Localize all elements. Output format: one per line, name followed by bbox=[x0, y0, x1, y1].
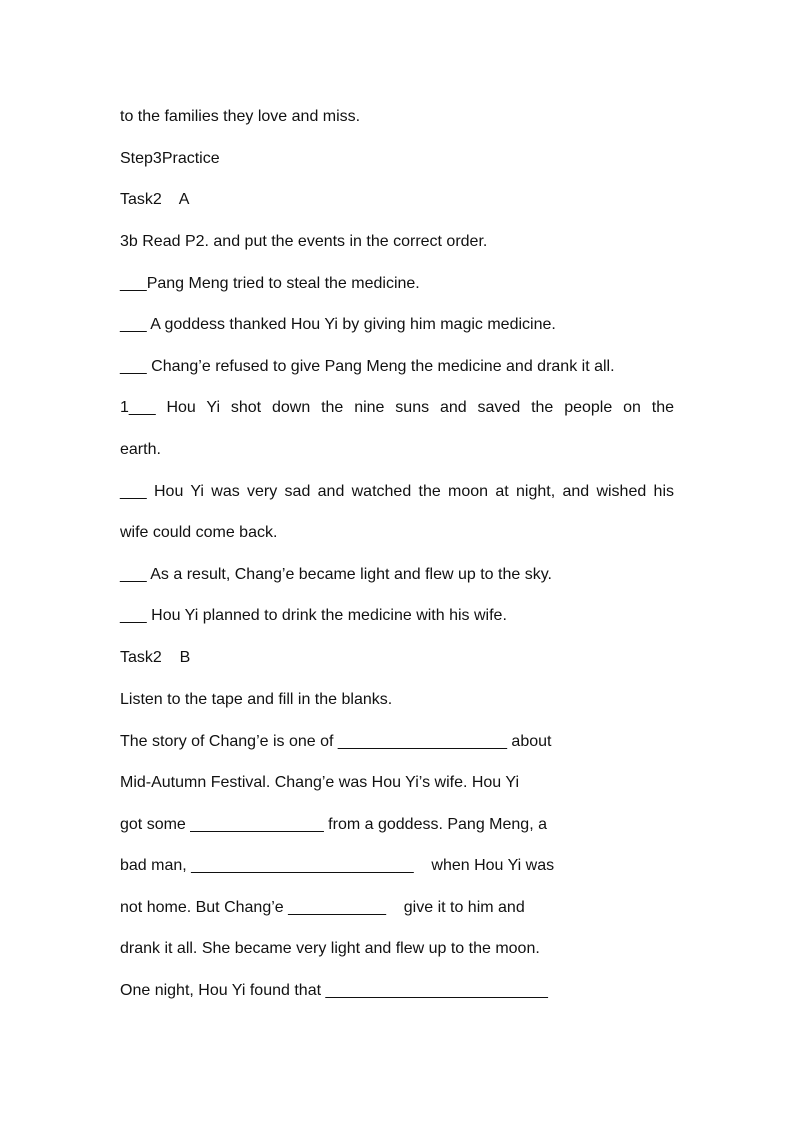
event-item-6: ___ As a result, Chang’e became light and flew up to the sky. bbox=[120, 566, 552, 583]
instruction-listen: Listen to the tape and fill in the blanks. bbox=[120, 691, 393, 708]
event-item-2: ___ A goddess thanked Hou Yi by giving him magic medicine. bbox=[120, 316, 556, 333]
heading-step3-practice: Step3Practice bbox=[120, 150, 220, 167]
event-item-5: ___ Hou Yi was very sad and watched the moon at night, and wished his bbox=[120, 483, 674, 500]
fill-blank-line-1: The story of Chang’e is one of ___________________ about bbox=[120, 733, 552, 750]
event-item-1: ___Pang Meng tried to steal the medicine. bbox=[120, 275, 420, 292]
fill-blank-line-7: One night, Hou Yi found that _________________________ bbox=[120, 982, 548, 999]
instruction-3b: 3b Read P2. and put the events in the correct order. bbox=[120, 233, 488, 250]
fill-blank-line-5: not home. But Chang’e ___________ give it to him and bbox=[120, 899, 525, 916]
event-item-7: ___ Hou Yi planned to drink the medicine with his wife. bbox=[120, 607, 507, 624]
event-item-5-continued: wife could come back. bbox=[120, 524, 278, 541]
event-item-4-continued: earth. bbox=[120, 441, 161, 458]
event-item-4: 1___ Hou Yi shot down the nine suns and saved the people on the bbox=[120, 399, 674, 416]
event-item-3: ___ Chang’e refused to give Pang Meng the medicine and drank it all. bbox=[120, 358, 615, 375]
fill-blank-line-3: got some _______________ from a goddess. Pang Meng, a bbox=[120, 816, 547, 833]
fill-blank-line-4: bad man, _________________________ when Hou Yi was bbox=[120, 857, 555, 874]
fill-blank-line-2: Mid-Autumn Festival. Chang’e was Hou Yi’s wife. Hou Yi bbox=[120, 774, 519, 791]
fill-blank-line-6: drank it all. She became very light and flew up to the moon. bbox=[120, 940, 540, 957]
text-line-continuation: to the families they love and miss. bbox=[120, 108, 361, 125]
heading-task2-a: Task2 A bbox=[120, 191, 190, 208]
heading-task2-b: Task2 B bbox=[120, 649, 191, 666]
